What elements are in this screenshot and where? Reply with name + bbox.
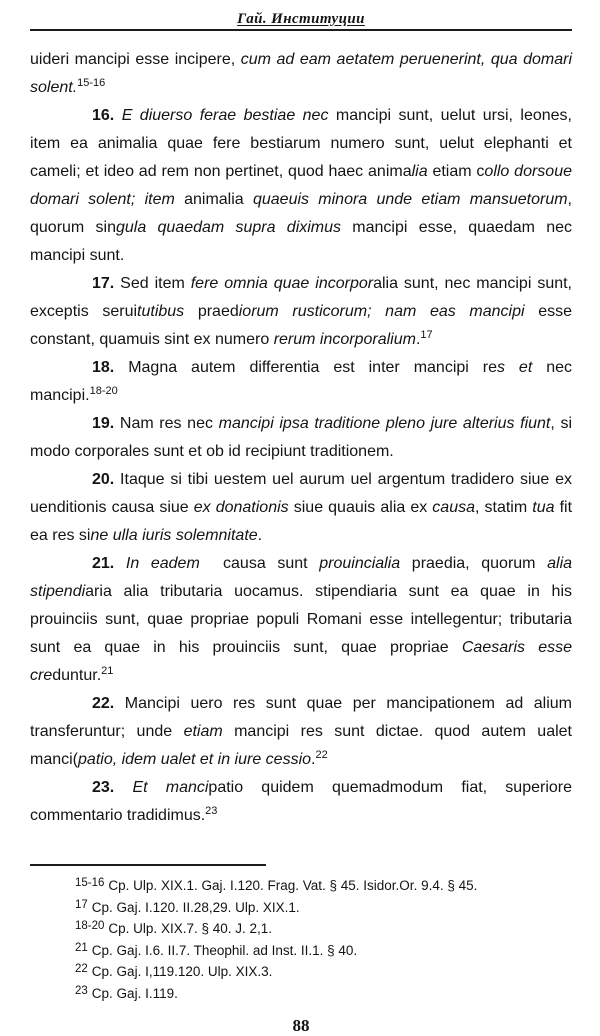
text-run: siue quauis alia ex (288, 499, 433, 516)
text-run: ne ulla iuris solemnitate (90, 527, 258, 544)
text-run: praed (184, 303, 239, 320)
footnote-label: 22 (75, 963, 88, 975)
page-number: 88 (292, 1016, 310, 1035)
text-run: , quorum sin (30, 191, 572, 236)
text-run: Nam res nec (119, 415, 219, 432)
text-run: tua (532, 499, 555, 516)
text-run: etiam (183, 723, 223, 740)
paragraph (30, 410, 572, 466)
footnote-text: Cp. Gaj. I.6. II.7. Theophil. ad Inst. II.1. § 40. (91, 942, 358, 958)
footnotes (30, 875, 572, 1004)
paragraph (30, 354, 572, 410)
text-run: 19. (92, 415, 120, 432)
paragraph (30, 102, 572, 270)
text-run: ollo dorsoue domari solent; item (30, 163, 572, 208)
text-run: , statim (475, 499, 533, 516)
text-run: mancipi res sunt dictae. quod autem ualet manci( (30, 723, 573, 768)
footnote (75, 918, 572, 940)
text-run: etiam c (427, 163, 485, 180)
text-run: , si modo corporales sunt et ob id recipiunt traditionem. (30, 415, 573, 460)
text-run: mancipi sunt, uelut ursi, leones, item ea animalia quae fere bestiarum numero sunt, uelut elephanti et cameli; et ideo ad rem non pertinet, quod haec anima (30, 107, 573, 180)
text-run: esse constant, quamuis sint ex numero (30, 303, 572, 348)
text-run: E diuerso ferae bestiae nec (121, 107, 336, 124)
footnote-label: 17 (75, 898, 88, 911)
text-run: cum ad eam aetatem peruenerint, qua domari solent. (30, 51, 573, 96)
footnote (75, 875, 572, 897)
footnote (75, 983, 572, 1005)
text-run: mancipi ipsa traditione pleno jure alterius fiunt (218, 415, 551, 432)
text-run: alia sunt, nec mancipi sunt, exceptis serui (30, 275, 573, 320)
footnote (75, 961, 572, 983)
text-run: uideri mancipi esse incipere, (30, 51, 241, 68)
footnote-reference: 22 (315, 749, 328, 761)
footnote-label: 21 (75, 941, 88, 954)
footnote-text: Cp. Gaj. I.120. II.28,29. Ulp. XIX.1. (91, 899, 300, 915)
text-run: In eadem (125, 555, 200, 572)
footnote-separator (30, 864, 266, 866)
text-run: mancipi esse, quaedam nec mancipi sunt. (30, 219, 573, 264)
footnote-label: 18-20 (75, 920, 105, 932)
text-run: . (311, 751, 316, 768)
text-run: fere omnia quae incorpor (190, 275, 374, 292)
text-run: 17. (92, 275, 121, 292)
text-run: causa sunt (199, 555, 320, 572)
text-run: Sed item (120, 275, 191, 292)
text-run: aria alia tributaria uocamus. stipendiaria sunt ea quae in his prouinciis sunt, quae propriae populi Romani esse intellegentur; tributaria sunt ea quae in his prouinciis sunt, quae propriae (30, 583, 572, 656)
footnote-text: Cp. Gaj. I.119. (91, 985, 178, 1001)
text-run: patio quidem quemadmodum fiat, superiore commentario tradidimus. (30, 779, 572, 824)
text-run: 22. (92, 695, 125, 712)
text-run: rerum incorporalium (273, 331, 416, 348)
text-run: animalia (174, 191, 253, 208)
text-run: 16. (92, 107, 122, 124)
text-run: 20. (92, 471, 121, 488)
text-run: tutibus (137, 303, 185, 320)
text-run: iorum rusticorum; nam eas mancipi (238, 303, 525, 320)
text-run: 21. (92, 555, 126, 572)
text-run: gula quaedam supra diximus (115, 219, 342, 236)
text-run: lia (411, 163, 428, 180)
footnote-reference: 17 (420, 329, 433, 341)
text-run: Caesaris esse cre (30, 639, 572, 684)
footnote-reference: 15-16 (77, 77, 106, 89)
footnote (75, 940, 572, 962)
text-run: quaeuis minora unde etiam mansuetorum (252, 191, 568, 208)
text-run: alia stipendi (30, 555, 573, 600)
text-run: Mancipi uero res sunt quae per mancipationem ad alium transferuntur; unde (30, 695, 573, 740)
paragraph (30, 466, 572, 550)
footnote-label: 15-16 (75, 877, 105, 889)
running-title: Гай. Институции (237, 11, 365, 27)
text-run: nec mancipi. (30, 359, 572, 404)
text-run: s et (496, 359, 533, 376)
text-run: 23. (92, 779, 133, 796)
text-run: duntur. (52, 667, 102, 684)
footnote-reference: 21 (101, 665, 114, 677)
text-run: . (257, 527, 263, 544)
footnote-label: 23 (75, 984, 88, 997)
text-run: Itaque si tibi uestem uel aurum uel argentum tradidero siue ex uenditionis causa siue (30, 471, 573, 516)
footnote (75, 897, 572, 919)
paragraph (30, 46, 572, 102)
body-text (30, 46, 572, 830)
paragraph (30, 774, 572, 830)
paragraph (30, 270, 572, 354)
text-run: causa (432, 499, 475, 516)
text-run: praedia, quorum (400, 555, 548, 572)
page-header (30, 10, 572, 31)
text-run: 18. (92, 359, 129, 376)
paragraph (30, 690, 572, 774)
text-run: . (415, 331, 421, 348)
footnote-text: Cp. Ulp. XIX.7. § 40. J. 2,1. (108, 921, 273, 936)
text-run: fit ea res si (30, 499, 573, 544)
text-run: patio, idem ualet et in iure cessio (78, 751, 312, 768)
text-run: prouincialia (319, 555, 401, 572)
footnote-reference: 23 (205, 805, 218, 817)
footnote-text: Cp. Gaj. I,119.120. Ulp. XIX.3. (91, 964, 273, 979)
footnote-text: Cp. Ulp. XIX.1. Gaj. I.120. Frag. Vat. § 45. Isidor.Or. 9.4. § 45. (108, 878, 478, 893)
footnote-reference: 18-20 (89, 385, 118, 397)
paragraph (30, 550, 572, 690)
text-run: Et manci (132, 779, 209, 796)
text-run: ex donationis (193, 499, 289, 516)
text-run: Magna autem differentia est inter mancipi re (128, 359, 497, 376)
